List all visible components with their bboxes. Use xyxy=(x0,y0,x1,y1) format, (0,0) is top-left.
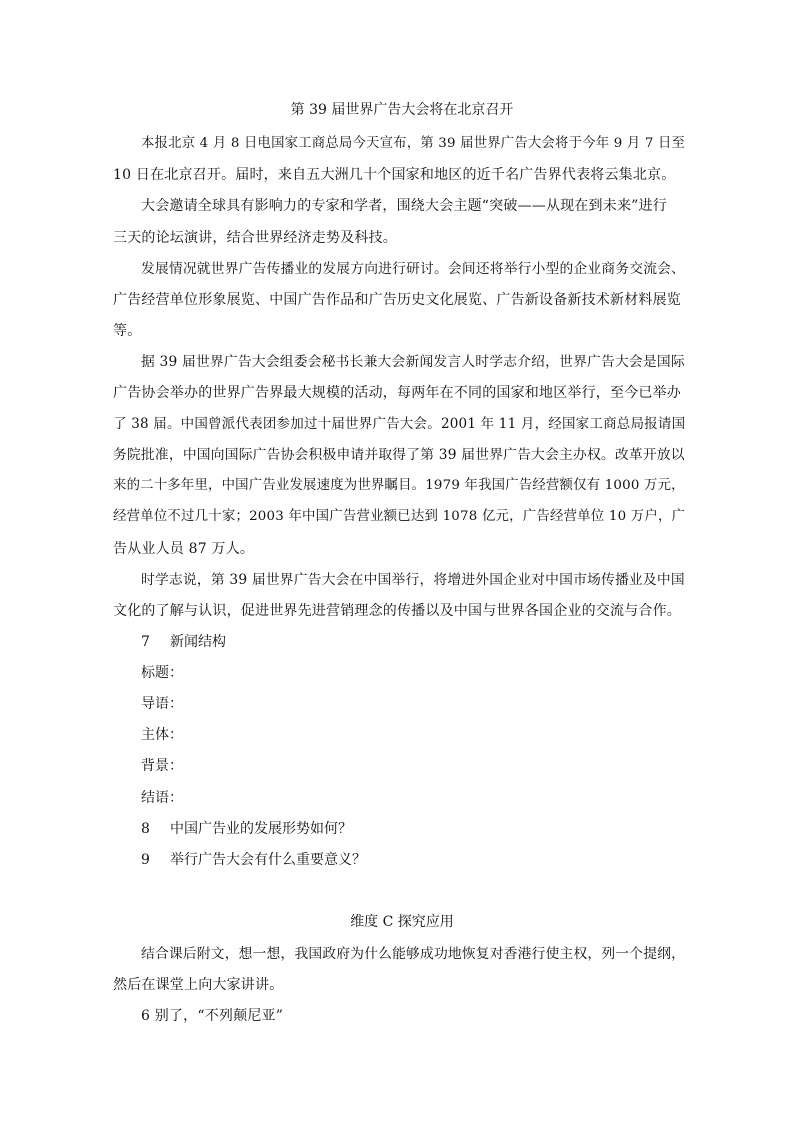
article-line: 告从业人员 87 万人。 xyxy=(113,541,255,557)
article-line: 了 38 届。中国曾派代表团参加过十届世界广告大会。2001 年 11 月，经国家工商总局报请国 xyxy=(113,416,686,432)
article-line: 广告经营单位形象展览、中国广告作品和广告历史文化展览、广告新设备新技术新材料展览 xyxy=(113,292,681,308)
structure-field-ending: 结语： xyxy=(141,790,183,806)
article-line: 据 39 届世界广告大会组委会秘书长兼大会新闻发言人时学志介绍，世界广告大会是国际 xyxy=(141,354,685,370)
question-number: 8 xyxy=(141,821,150,837)
section-c-title: 维度 C 探究应用 xyxy=(350,914,454,930)
article-line: 时学志说，第 39 届世界广告大会在中国举行，将增进外国企业对中国市场传播业及中国 xyxy=(141,572,685,588)
article-line: 等。 xyxy=(113,323,142,339)
article-line: 本报北京 4 月 8 日电国家工商总局今天宣布，第 39 届世界广告大会将于今年 9 月 7 日至 xyxy=(141,136,686,151)
question-text: 中国广告业的发展形势如何？ xyxy=(170,821,352,837)
structure-field-lead: 导语： xyxy=(141,696,183,712)
section-c-line: 然后在课堂上向大家讲讲。 xyxy=(113,977,284,993)
article-title: 第 39 届世界广告大会将在北京召开 xyxy=(290,102,514,118)
question-text: 举行广告大会有什么重要意义？ xyxy=(170,852,366,868)
article-line: 大会邀请全球具有影响力的专家和学者，围绕大会主题“突破——从现在到未来”进行 xyxy=(141,198,667,214)
article-line: 三天的论坛演讲，结合世界经济走势及科技。 xyxy=(113,230,397,246)
article-line: 来的二十多年里，中国广告业发展速度为世界瞩目。1979 年我国广告经营额仅有 1000 万元， xyxy=(113,478,685,493)
article-line: 务院批准，中国向国际广告协会积极申请并取得了第 39 届世界广告大会主办权。改革开放以 xyxy=(113,447,685,463)
article-line: 文化的了解与认识，促进世界先进营销理念的传播以及中国与世界各国企业的交流与合作。 xyxy=(113,603,681,619)
structure-field-background: 背景： xyxy=(141,758,183,774)
article-line: 经营单位不过几十家；2003 年中国广告营业额已达到 1078 亿元，广告经营单位 10 万户，广 xyxy=(113,509,686,524)
section-c-line: 结合课后附文，想一想，我国政府为什么能够成功地恢复对香港行使主权，列一个提纲， xyxy=(141,946,686,962)
next-lesson-heading: 6 别了，“不列颠尼亚” xyxy=(141,1008,284,1024)
article-line: 广告协会举办的世界广告界最大规模的活动，每两年在不同的国家和地区举行，至今已举办 xyxy=(113,385,681,401)
article-line: 发展情况就世界广告传播业的发展方向进行研讨。会间还将举行小型的企业商务交流会、 xyxy=(141,261,686,277)
article-line: 10 日在北京召开。届时，来自五大洲几十个国家和地区的近千名广告界代表将云集北京。 xyxy=(113,167,676,183)
question-text: 新闻结构 xyxy=(170,634,226,650)
structure-field-title: 标题： xyxy=(141,665,183,681)
question-number: 7 xyxy=(141,634,150,650)
question-number: 9 xyxy=(141,852,150,868)
structure-field-body: 主体： xyxy=(141,727,183,743)
